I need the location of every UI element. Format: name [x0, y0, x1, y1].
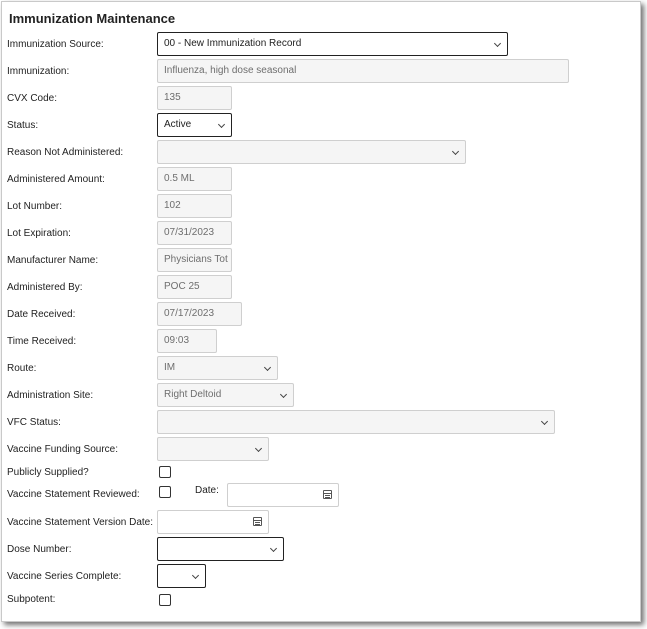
status-label: Status:: [7, 120, 39, 131]
lot-expiration-value: 07/31/2023: [164, 227, 215, 238]
dose-number-select[interactable]: [157, 537, 284, 561]
administered-by-label: Administered By:: [7, 282, 83, 293]
vaccine-statement-version-date-label: Vaccine Statement Version Date:: [7, 517, 154, 528]
chevron-down-icon: [192, 572, 199, 579]
lot-number-field[interactable]: [157, 194, 232, 218]
calendar-icon[interactable]: [323, 490, 332, 499]
time-received-field[interactable]: [157, 329, 217, 353]
administration-site-value: Right Deltoid: [164, 389, 222, 400]
time-received-label: Time Received:: [7, 336, 77, 347]
row-dose-number: [0, 537, 640, 563]
row-vaccine-series-complete: [0, 564, 640, 590]
route-select[interactable]: [157, 356, 278, 380]
row-subpotent: [0, 592, 640, 618]
panel-title: Immunization Maintenance: [9, 11, 176, 26]
administered-amount-value: 0.5 ML: [164, 173, 195, 184]
vaccine-funding-source-label: Vaccine Funding Source:: [7, 444, 118, 455]
lot-number-label: Lot Number:: [7, 201, 63, 212]
chevron-down-icon: [218, 121, 225, 128]
statement-date-label: Date:: [195, 485, 219, 496]
row-administered-amount: [0, 167, 640, 193]
calendar-icon[interactable]: [253, 517, 262, 526]
lot-expiration-field[interactable]: [157, 221, 232, 245]
row-route: [0, 356, 640, 382]
row-lot-number: [0, 194, 640, 220]
row-status: [0, 113, 640, 139]
subpotent-label: Subpotent:: [7, 594, 56, 605]
row-immunization: [0, 59, 640, 85]
row-cvx-code: [0, 86, 640, 112]
reason-not-administered-select[interactable]: [157, 140, 466, 164]
route-value: IM: [164, 362, 176, 373]
dose-number-label: Dose Number:: [7, 544, 72, 555]
status-select[interactable]: [157, 113, 232, 137]
chevron-down-icon: [280, 391, 287, 398]
statement-date-field[interactable]: [227, 483, 339, 507]
chevron-down-icon: [255, 445, 262, 452]
chevron-down-icon: [452, 148, 459, 155]
immunization-field[interactable]: [157, 59, 569, 83]
publicly-supplied-label: Publicly Supplied?: [7, 467, 89, 478]
vfc-status-label: VFC Status:: [7, 417, 61, 428]
administration-site-label: Administration Site:: [7, 390, 94, 401]
vaccine-series-complete-select[interactable]: [157, 564, 206, 588]
immunization-source-select[interactable]: [157, 32, 508, 56]
vaccine-statement-reviewed-label: Vaccine Statement Reviewed:: [7, 489, 140, 500]
administration-site-select[interactable]: [157, 383, 294, 407]
chevron-down-icon: [494, 40, 501, 47]
date-received-value: 07/17/2023: [164, 308, 215, 319]
row-lot-expiration: [0, 221, 640, 247]
vaccine-statement-version-date-field[interactable]: [157, 510, 269, 534]
row-manufacturer-name: [0, 248, 640, 274]
subpotent-checkbox[interactable]: [159, 594, 171, 606]
administered-by-field[interactable]: [157, 275, 232, 299]
immunization-source-label: Immunization Source:: [7, 39, 104, 50]
manufacturer-name-label: Manufacturer Name:: [7, 255, 99, 266]
administered-amount-label: Administered Amount:: [7, 174, 105, 185]
vaccine-statement-reviewed-checkbox[interactable]: [159, 486, 171, 498]
row-vfc-status: [0, 410, 640, 436]
vaccine-series-complete-label: Vaccine Series Complete:: [7, 571, 122, 582]
cvx-code-field[interactable]: [157, 86, 232, 110]
administered-amount-field[interactable]: [157, 167, 232, 191]
manufacturer-name-field[interactable]: [157, 248, 232, 272]
cvx-code-value: 135: [164, 92, 181, 103]
row-time-received: [0, 329, 640, 355]
row-vaccine-statement-version-date: [0, 510, 640, 536]
row-date-received: [0, 302, 640, 328]
row-vaccine-statement-reviewed: [0, 483, 640, 509]
manufacturer-name-value: Physicians Tot: [164, 254, 228, 265]
row-vaccine-funding-source: [0, 437, 640, 463]
immunization-label: Immunization:: [7, 66, 70, 77]
time-received-value: 09:03: [164, 335, 190, 346]
vaccine-funding-source-select[interactable]: [157, 437, 269, 461]
row-administration-site: [0, 383, 640, 409]
lot-expiration-label: Lot Expiration:: [7, 228, 71, 239]
row-reason-not-administered: [0, 140, 640, 166]
cvx-code-label: CVX Code:: [7, 93, 58, 104]
chevron-down-icon: [264, 364, 271, 371]
immunization-source-value: 00 - New Immunization Record: [164, 38, 302, 49]
immunization-value: Influenza, high dose seasonal: [164, 65, 297, 76]
chevron-down-icon: [541, 418, 548, 425]
date-received-field[interactable]: [157, 302, 242, 326]
publicly-supplied-checkbox[interactable]: [159, 466, 171, 478]
administered-by-value: POC 25: [164, 281, 200, 292]
row-administered-by: [0, 275, 640, 301]
chevron-down-icon: [270, 545, 277, 552]
route-label: Route:: [7, 363, 37, 374]
lot-number-value: 102: [164, 200, 181, 211]
row-immunization-source: [0, 32, 640, 58]
vfc-status-select[interactable]: [157, 410, 555, 434]
reason-not-administered-label: Reason Not Administered:: [7, 147, 124, 158]
status-value: Active: [164, 119, 192, 130]
date-received-label: Date Received:: [7, 309, 76, 320]
